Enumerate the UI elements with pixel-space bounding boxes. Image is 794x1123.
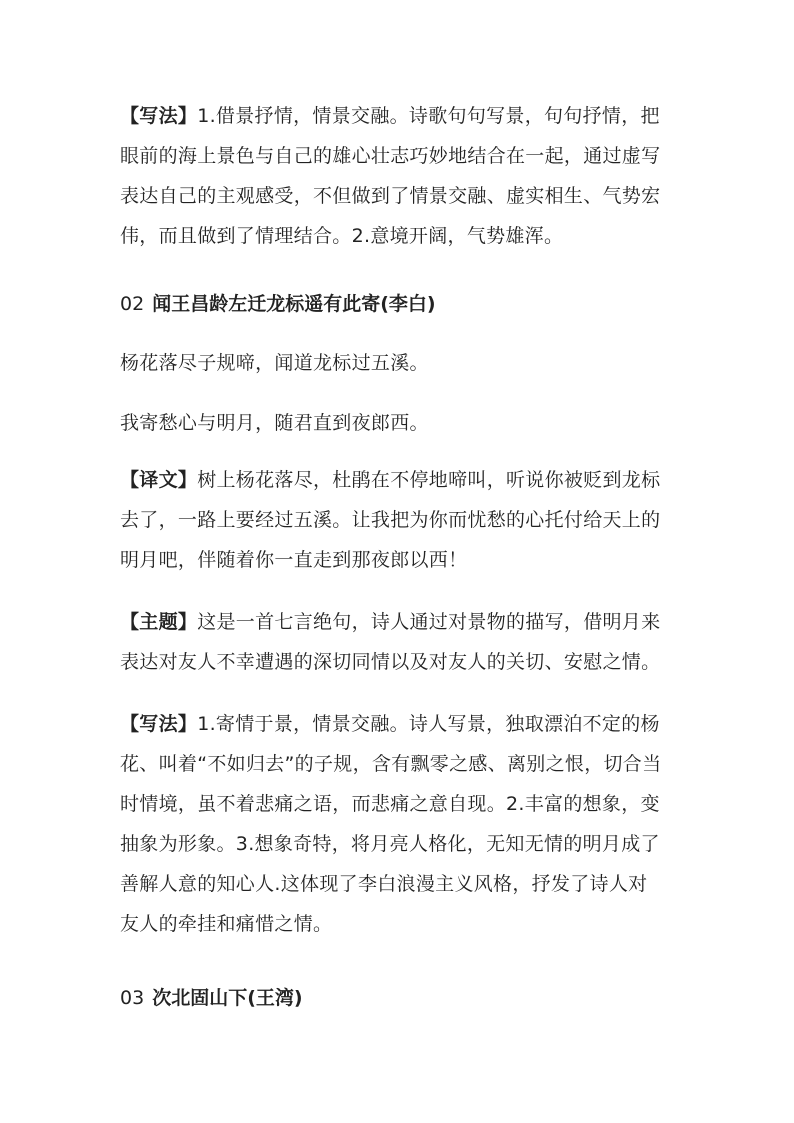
paragraph-line: 眼前的海上景色与自己的雄心壮志巧妙地结合在一起，通过虚写 xyxy=(120,145,661,167)
section-tag: 【主题】 xyxy=(120,611,198,633)
paragraph-line: 抽象为形象。3.想象奇特，将月亮人格化，无知无情的明月成了 xyxy=(120,833,660,855)
paragraph-line: 表达对友人不幸遭遇的深切同情以及对友人的关切、安慰之情。 xyxy=(120,651,661,673)
translation-paragraph xyxy=(120,460,680,580)
section-number: 02 xyxy=(120,293,145,315)
paragraph-line: 【译文】树上杨花落尽，杜鹃在不停地啼叫，听说你被贬到龙标 xyxy=(120,469,661,491)
poem-line-2: 我寄愁心与明月，随君直到夜郎西。 xyxy=(120,412,429,434)
poem-title: 闻王昌龄左迁龙标遥有此寄(李白) xyxy=(152,293,436,315)
paragraph-line: 友人的牵挂和痛惜之情。 xyxy=(120,913,333,935)
paragraph-line: 【主题】这是一首七言绝句，诗人通过对景物的描写，借明月来 xyxy=(120,611,661,633)
paragraph-line: 表达自己的主观感受，不但做到了情景交融、虚实相生、气势宏 xyxy=(120,185,661,207)
poem-heading-02 xyxy=(120,289,436,319)
paragraph-line: 【写法】1.借景抒情，情景交融。诗歌句句写景，句句抒情，把 xyxy=(120,105,660,127)
writing-method-paragraph-1 xyxy=(120,96,680,256)
paragraph-line: 善解人意的知心人.这体现了李白浪漫主义风格，抒发了诗人对 xyxy=(120,873,648,895)
writing-method-paragraph-2 xyxy=(120,704,680,944)
theme-paragraph xyxy=(120,602,680,682)
section-tag: 【写法】 xyxy=(120,713,198,735)
paragraph-line: 【写法】1.寄情于景，情景交融。诗人写景，独取漂泊不定的杨 xyxy=(120,713,660,735)
poem-title: 次北固山下(王湾) xyxy=(152,987,303,1009)
paragraph-line: 时情境，虽不着悲痛之语，而悲痛之意自现。2.丰富的想象，变 xyxy=(120,793,660,815)
section-number: 03 xyxy=(120,987,145,1009)
poem-line-1: 杨花落尽子规啼，闻道龙标过五溪。 xyxy=(120,352,429,374)
section-tag: 【译文】 xyxy=(120,469,198,491)
section-tag: 【写法】 xyxy=(120,105,198,127)
poem-heading-03 xyxy=(120,983,303,1013)
paragraph-line: 伟，而且做到了情理结合。2.意境开阔，气势雄浑。 xyxy=(120,225,564,247)
paragraph-line: 去了，一路上要经过五溪。让我把为你而忧愁的心托付给天上的 xyxy=(120,509,661,531)
paragraph-line: 明月吧，伴随着你一直走到那夜郎以西！ xyxy=(120,549,468,571)
paragraph-line: 花、叫着“不如归去”的子规，含有飘零之感、离别之恨，切合当 xyxy=(120,753,662,775)
